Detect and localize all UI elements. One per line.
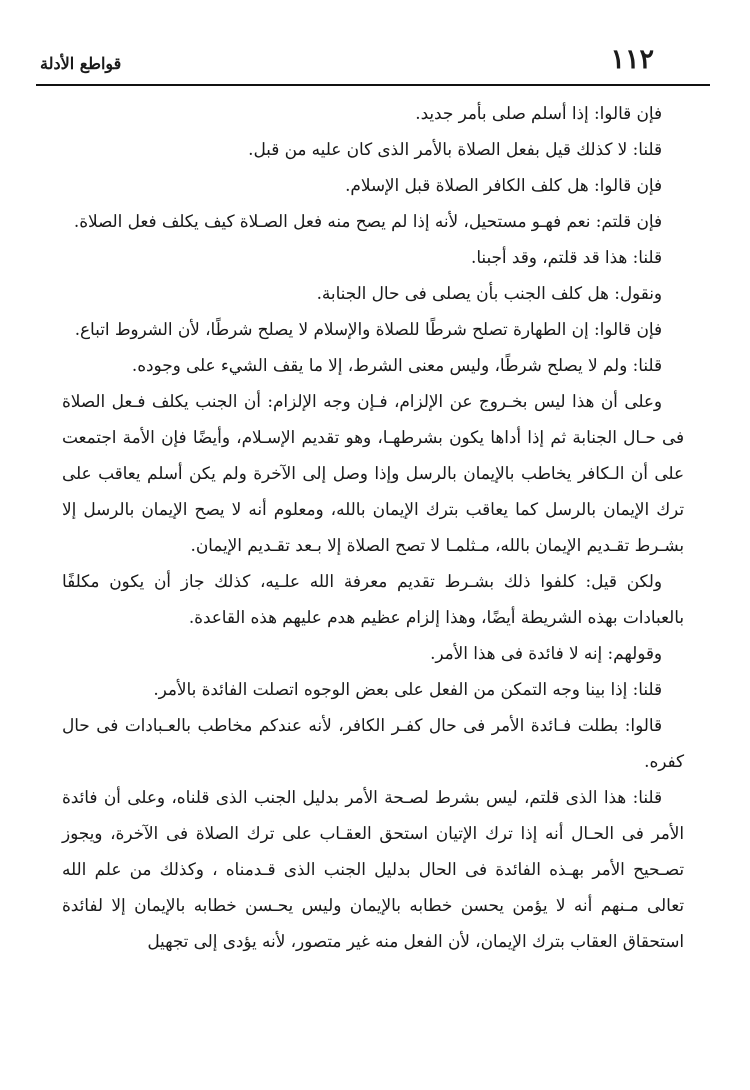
paragraph: قلنا: هذا الذى قلتم، ليس بشرط لصـحة الأمر بدليل الجنب الذى قلناه، وعلى أن فائدة الأمر فى الحـال أنه إذا ترك الإتيان استحق العقـاب على ترك الصلاة فى الآخرة، ويجوز تصـحيح الأمر بهـذه الفائدة فى الحال بدليل الجنب الذى قـدمناه ، وكذلك من علم الله تعالى مـنهم أنه لا يؤمن يحسن خطابه بالإيمان وليس يحـسن خطابه بالإيمان إلا لفائدة استحقاق العقاب بترك الإيمان، لأن الفعل منه غير متصور، لأنه يؤدى إلى تجهيل [62,787,684,951]
body-text [62,95,684,959]
running-title: قواطع الأدلة [40,54,122,73]
paragraph: فإن قالوا: إذا أسلم صلى بأمر جديد. [415,103,662,123]
paragraph: ونقول: هل كلف الجنب بأن يصلى فى حال الجنابة. [316,283,662,303]
header-rule [36,84,710,86]
paragraph: فإن قالوا: إن الطهارة تصلح شرطًا للصلاة والإسلام لا يصلح شرطًا، لأن الشروط اتباع. [74,319,662,339]
paragraph: قلنا: إذا بينا وجه التمكن من الفعل على بعض الوجوه اتصلت الفائدة بالأمر. [153,679,662,699]
page-header [36,40,710,82]
paragraph: وقولهم: إنه لا فائدة فى هذا الأمر. [430,643,662,663]
paragraph: قلنا: ولم لا يصلح شرطًا، وليس معنى الشرط، إلا ما يقف الشيء على وجوده. [131,355,662,375]
paragraph: فإن قلتم: نعم فهـو مستحيل، لأنه إذا لم يصح منه فعل الصـلاة كيف يكلف فعل الصلاة. [73,211,662,231]
page-number: ١١٢ [610,44,654,75]
paragraph: قلنا: لا كذلك قيل بفعل الصلاة بالأمر الذى كان عليه من قبل. [248,139,662,159]
paragraph: قالوا: بطلت فـائدة الأمر فى حال كفـر الكافر، لأنه عندكم مخاطب بالعـبادات فى حال كفره. [62,715,684,771]
paragraph: وعلى أن هذا ليس بخـروج عن الإلزام، فـإن وجه الإلزام: أن الجنب يكلف فـعل الصلاة فى حـال الجنابة ثم إذا أداها يكون بشرطهـا، وهو تقديم الإسـلام، وأيضًا فإن الأمة اجتمعت على أن الـكافر يخاطب بالإيمان بالرسل وإذا وصل إلى الآخرة ولم يكن أسلم يعاقب على ترك الإيمان بالرسل كما يعاقب بترك الإيمان بالله، ومعلوم أنه لا يصح الإيمان بالرسل إلا بشـرط تقـديم الإيمان بالله، مـثلمـا لا تصح الصلاة إلا بـعد تقـديم الإيمان. [62,391,684,555]
paragraph: فإن قالوا: هل كلف الكافر الصلاة قبل الإسلام. [345,175,662,195]
paragraph: قلنا: هذا قد قلتم، وقد أجبنا. [470,247,662,267]
paragraph: ولكن قيل: كلفوا ذلك بشـرط تقديم معرفة الله علـيه، كذلك جاز أن يكون مكلفًا بالعبادات بهذه الشريطة أيضًا، وهذا إلزام عظيم هدم عليهم هذه القاعدة. [62,571,684,627]
